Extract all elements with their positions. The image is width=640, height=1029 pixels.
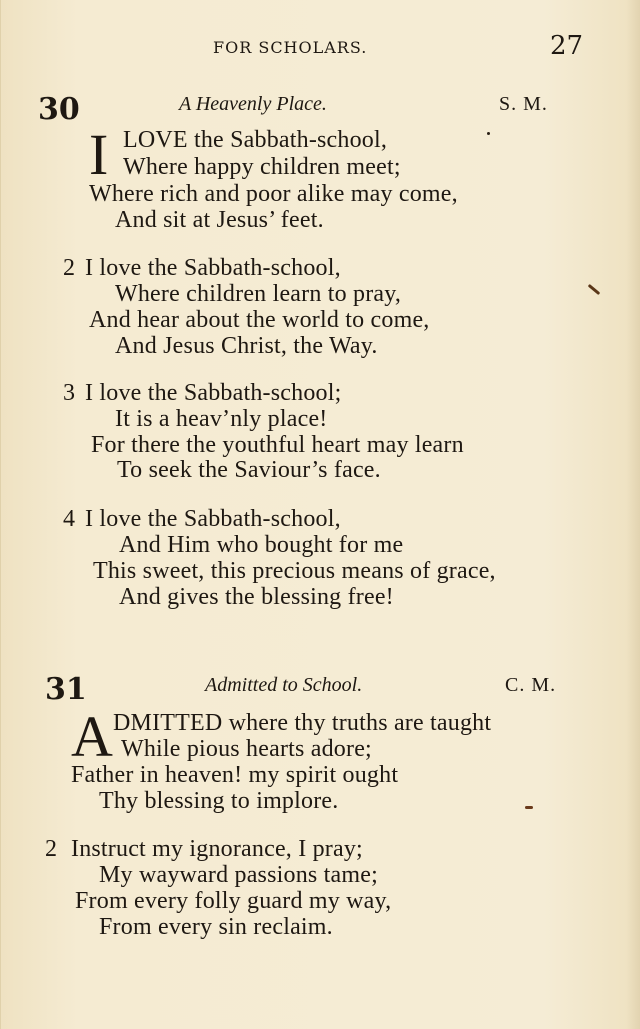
stanza-number: 3 <box>63 380 76 406</box>
verse-line: Where happy children meet; <box>123 154 401 180</box>
ink-mark <box>525 806 533 809</box>
verse-line: I love the Sabbath-school; <box>85 380 342 406</box>
verse-line: Thy blessing to implore. <box>99 788 339 814</box>
hymn-title: Admitted to School. <box>205 674 363 696</box>
hymn-title: A Heavenly Place. <box>179 93 327 115</box>
verse-line: And Him who bought for me <box>119 532 404 558</box>
verse-line: And hear about the world to come, <box>89 307 430 333</box>
running-head: FOR SCHOLARS. <box>213 38 368 57</box>
verse-line: For there the youthful heart may learn <box>91 432 464 458</box>
verse-line: My wayward passions tame; <box>99 862 378 888</box>
hymn-number: 30 <box>38 92 80 127</box>
verse-line: I love the Sabbath-school, <box>85 506 341 532</box>
verse-line: This sweet, this precious means of grace, <box>93 558 496 584</box>
print-speck <box>487 132 490 135</box>
stanza-number: 2 <box>63 255 76 281</box>
hymn-meter: S. M. <box>499 93 548 115</box>
verse-line: And sit at Jesus’ feet. <box>115 207 324 233</box>
verse-line: LOVE the Sabbath-school, <box>123 127 388 153</box>
verse-line: While pious hearts adore; <box>121 736 372 762</box>
verse-line: To seek the Saviour’s face. <box>117 457 381 483</box>
verse-line: And gives the blessing free! <box>119 584 394 610</box>
verse-line: I love the Sabbath-school, <box>85 255 341 281</box>
verse-line: It is a heav’nly place! <box>115 406 328 432</box>
page-number: 27 <box>550 31 584 61</box>
verse-line: From every folly guard my way, <box>75 888 392 914</box>
verse-line: And Jesus Christ, the Way. <box>115 333 378 359</box>
verse-line: Instruct my ignorance, I pray; <box>71 836 363 862</box>
verse-line: From every sin reclaim. <box>99 914 333 940</box>
page-edge-shadow <box>626 0 640 1029</box>
hymn-number: 31 <box>45 672 87 707</box>
verse-line: DMITTED where thy truths are taught <box>113 710 492 736</box>
verse-line: Where rich and poor alike may come, <box>89 181 458 207</box>
stanza-number: 4 <box>63 506 76 532</box>
ink-mark <box>588 284 601 295</box>
verse-line: Father in heaven! my spirit ought <box>71 762 399 788</box>
verse-line: Where children learn to pray, <box>115 281 402 307</box>
drop-cap: A <box>71 704 113 769</box>
stanza-number: 2 <box>45 836 58 862</box>
drop-cap: I <box>89 122 109 187</box>
hymn-meter: C. M. <box>505 674 557 696</box>
